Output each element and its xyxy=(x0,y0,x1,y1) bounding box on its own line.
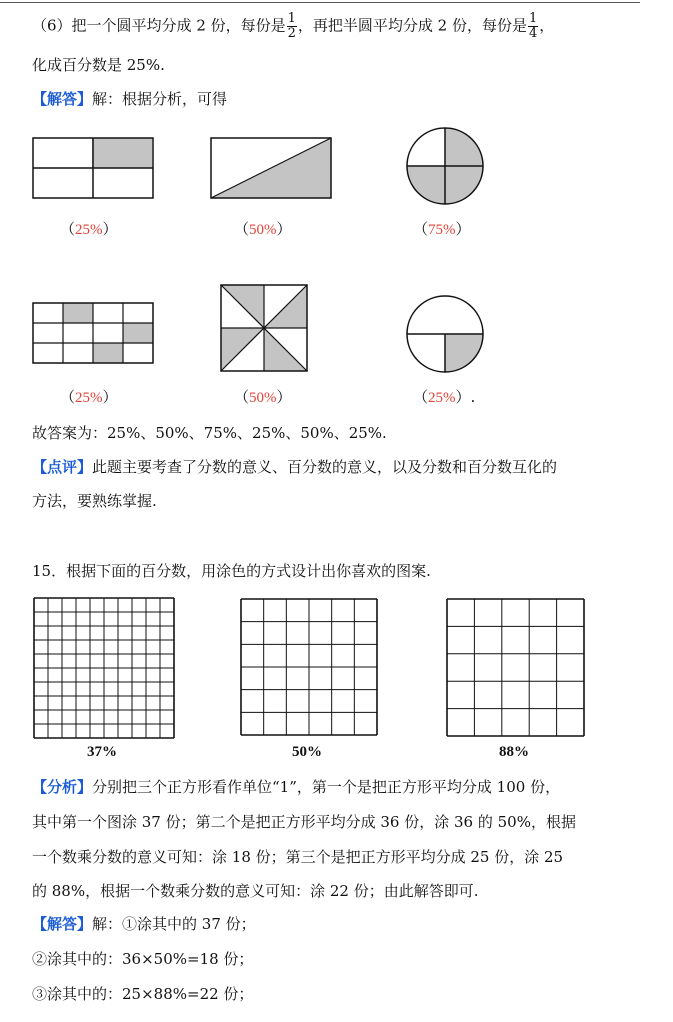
fraction-half: $\frac{1}{2}$ xyxy=(287,11,296,41)
answer-1-line xyxy=(32,88,227,110)
answer-tag: 【解答】 xyxy=(32,90,93,108)
top-rule xyxy=(0,2,640,3)
answer-2-line-3: ③涂其中的：25×88%=22 份； xyxy=(32,985,254,1003)
grid-3x4-shaded xyxy=(32,302,154,364)
grid-label-88: 88% xyxy=(499,744,529,760)
value-fig-3: 75% xyxy=(428,222,456,238)
answer-2-line-2: ②涂其中的：36×50%=18 份； xyxy=(32,950,254,968)
analysis-line-2: 其中第一个图涂 37 份；第二个是把正方形平均分成 36 份，涂 36 的 50%，根据 xyxy=(32,813,576,831)
caption-fig-5: （50%） xyxy=(234,388,292,406)
answer-summary: 故答案为：25%、50%、75%、25%、50%、25%. xyxy=(32,424,387,442)
value-fig-4: 25% xyxy=(75,390,103,406)
grid-label-50: 50% xyxy=(292,744,322,760)
caption-fig-3: （75%） xyxy=(413,220,471,238)
analysis-tag: 【分析】 xyxy=(32,778,93,796)
analysis-line-1: 【分析】分别把三个正方形看作单位“1”，第一个是把正方形平均分成 100 份， xyxy=(32,778,561,796)
caption-fig-4: （25%） xyxy=(60,388,118,406)
intro-line-2: 化成百分数是 25%. xyxy=(32,56,165,74)
question-15-title: 15．根据下面的百分数，用涂色的方式设计出你喜欢的图案. xyxy=(32,562,431,580)
circle-one-quarter xyxy=(405,294,485,374)
intro-text-b: ，再把半圆平均分成 2 份，每份是 xyxy=(297,16,527,35)
grid-10x10 xyxy=(33,597,175,739)
grid-5x5 xyxy=(446,598,585,737)
analysis-line-3: 一个数乘分数的意义可知：涂 18 份；第三个是把正方形平均分成 25 份，涂 25 xyxy=(32,848,564,866)
square-eight-triangles xyxy=(220,284,308,372)
value-fig-5: 50% xyxy=(249,390,277,406)
intro-text-c: ， xyxy=(539,16,555,35)
grid-label-37: 37% xyxy=(87,744,117,760)
value-fig-1: 25% xyxy=(75,222,103,238)
answer-1-text: 解：根据分析，可得 xyxy=(92,90,228,108)
answer-2-tag: 【解答】 xyxy=(32,915,93,933)
circle-three-quarters xyxy=(405,126,485,206)
intro-line-1 xyxy=(32,12,554,41)
comment-tag: 【点评】 xyxy=(32,458,93,476)
analysis-line-4: 的 88%，根据一个数乘分数的意义可知：涂 22 份；由此解答即可. xyxy=(32,882,479,900)
grid-6x6 xyxy=(240,598,378,736)
value-fig-2: 50% xyxy=(249,222,277,238)
intro-text-a: （6）把一个圆平均分成 2 份，每份是 xyxy=(32,16,286,35)
rectangle-half-diagonal xyxy=(210,137,332,199)
answer-2-line-1: 【解答】解：①涂其中的 37 份； xyxy=(32,915,256,933)
rectangle-quarter-shaded xyxy=(32,137,154,199)
caption-fig-1: （25%） xyxy=(60,220,118,238)
comment-line-1: 【点评】此题主要考查了分数的意义、百分数的意义，以及分数和百分数互化的 xyxy=(32,458,558,476)
caption-fig-2: （50%） xyxy=(234,220,292,238)
value-fig-6: 25% xyxy=(428,390,456,406)
caption-fig-6: （25%）. xyxy=(413,388,476,406)
comment-line-2: 方法，要熟练掌握. xyxy=(32,492,157,510)
fraction-quarter: $\frac{1}{4}$ xyxy=(529,11,538,41)
